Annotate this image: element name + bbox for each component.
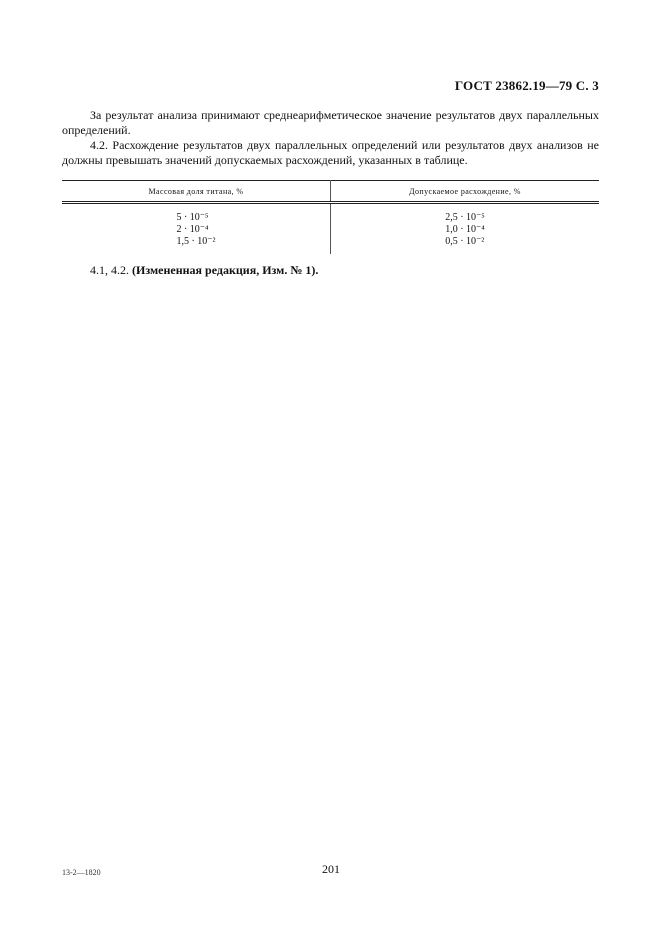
table-row [62,203,599,255]
footer-print-code: 13-2—1820 [62,868,101,877]
table-value: 5 · 10⁻⁵ [176,212,209,223]
page-number: 201 [322,862,340,876]
table-header-row [62,181,599,203]
table-cell-mass-fraction [62,203,331,255]
paragraph-4-2: 4.2. Расхождение результатов двух параллельных определений или результатов двух анализов не должны превышать значений допускаемых расхождений, указанных в таблице. [62,138,599,167]
table-cell-tolerance [331,203,600,255]
amendment-note [90,263,318,278]
paragraph-result: За результат анализа принимают среднеарифметическое значение результатов двух параллельных определений. [62,108,599,137]
table-value: 2 · 10⁻⁴ [176,224,209,235]
table-header-tolerance: Допускаемое расхождение, % [331,181,600,203]
amendment-note-bold: (Измененная редакция, Изм. № 1). [132,263,319,277]
amendment-note-prefix: 4.1, 4.2. [90,263,129,277]
table-header-mass-fraction: Массовая доля титана, % [62,181,331,203]
tolerance-table [62,180,599,254]
page-header-title: ГОСТ 23862.19—79 С. 3 [454,78,599,93]
table-value: 2,5 · 10⁻⁵ [445,212,485,223]
table-value: 1,5 · 10⁻² [176,236,216,247]
table-value: 1,0 · 10⁻⁴ [445,224,485,235]
table-value: 0,5 · 10⁻² [445,236,485,247]
